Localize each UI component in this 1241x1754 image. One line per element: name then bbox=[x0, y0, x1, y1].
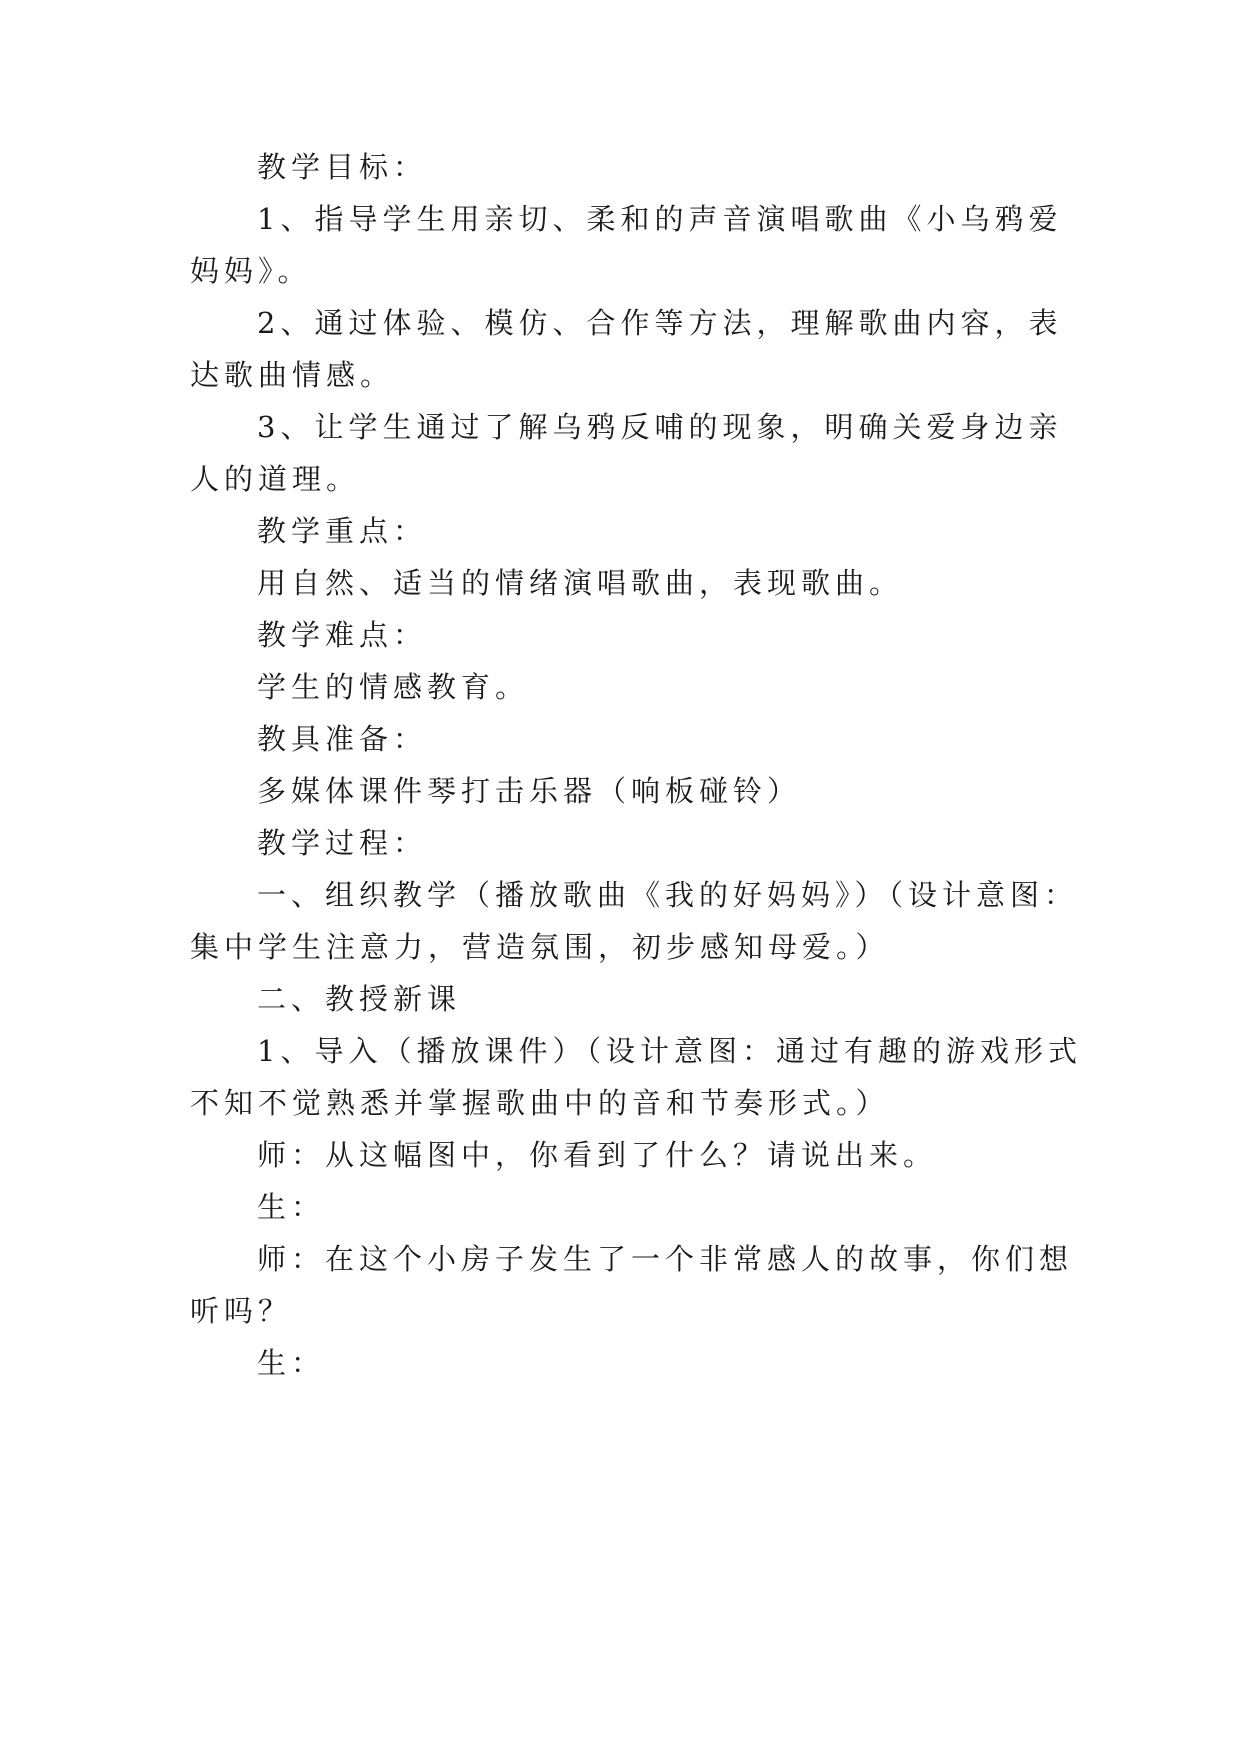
dialogue-line: 师：从这幅图中，你看到了什么？请说出来。 bbox=[257, 1138, 938, 1172]
paragraph-line: 2、通过体验、模仿、合作等方法，理解歌曲内容，表 bbox=[257, 306, 1063, 340]
paragraph-line: 1、导入（播放课件）（设计意图：通过有趣的游戏形式 bbox=[257, 1034, 1082, 1068]
heading-process: 教学过程： bbox=[257, 826, 428, 860]
heading-teaching-goals: 教学目标： bbox=[257, 150, 428, 184]
paragraph-line: 3、让学生通过了解乌鸦反哺的现象，明确关爱身边亲 bbox=[257, 410, 1063, 444]
paragraph-line: 用自然、适当的情绪演唱歌曲，表现歌曲。 bbox=[257, 566, 904, 600]
paragraph-line: 达歌曲情感。 bbox=[190, 358, 395, 392]
section-heading: 二、教授新课 bbox=[257, 982, 462, 1016]
dialogue-line: 生： bbox=[257, 1346, 326, 1380]
dialogue-line: 师：在这个小房子发生了一个非常感人的故事，你们想 bbox=[257, 1242, 1074, 1276]
paragraph-line: 一、组织教学（播放歌曲《我的好妈妈》）（设计意图： bbox=[257, 878, 1079, 912]
paragraph-line: 妈妈》。 bbox=[190, 254, 312, 288]
paragraph-line: 人的道理。 bbox=[190, 462, 361, 496]
dialogue-line: 听吗？ bbox=[190, 1294, 293, 1328]
paragraph-line: 学生的情感教育。 bbox=[257, 670, 530, 704]
paragraph-line: 不知不觉熟悉并掌握歌曲中的音和节奏形式。） bbox=[190, 1086, 890, 1120]
heading-key-points: 教学重点： bbox=[257, 514, 428, 548]
paragraph-line: 1、指导学生用亲切、柔和的声音演唱歌曲《小乌鸦爱 bbox=[257, 202, 1063, 236]
dialogue-line: 生： bbox=[257, 1190, 326, 1224]
paragraph-line: 集中学生注意力，营造氛围，初步感知母爱。） bbox=[190, 930, 890, 964]
heading-materials: 教具准备： bbox=[257, 722, 428, 756]
heading-difficulties: 教学难点： bbox=[257, 618, 428, 652]
paragraph-line: 多媒体课件琴打击乐器（响板碰铃） bbox=[257, 774, 802, 808]
